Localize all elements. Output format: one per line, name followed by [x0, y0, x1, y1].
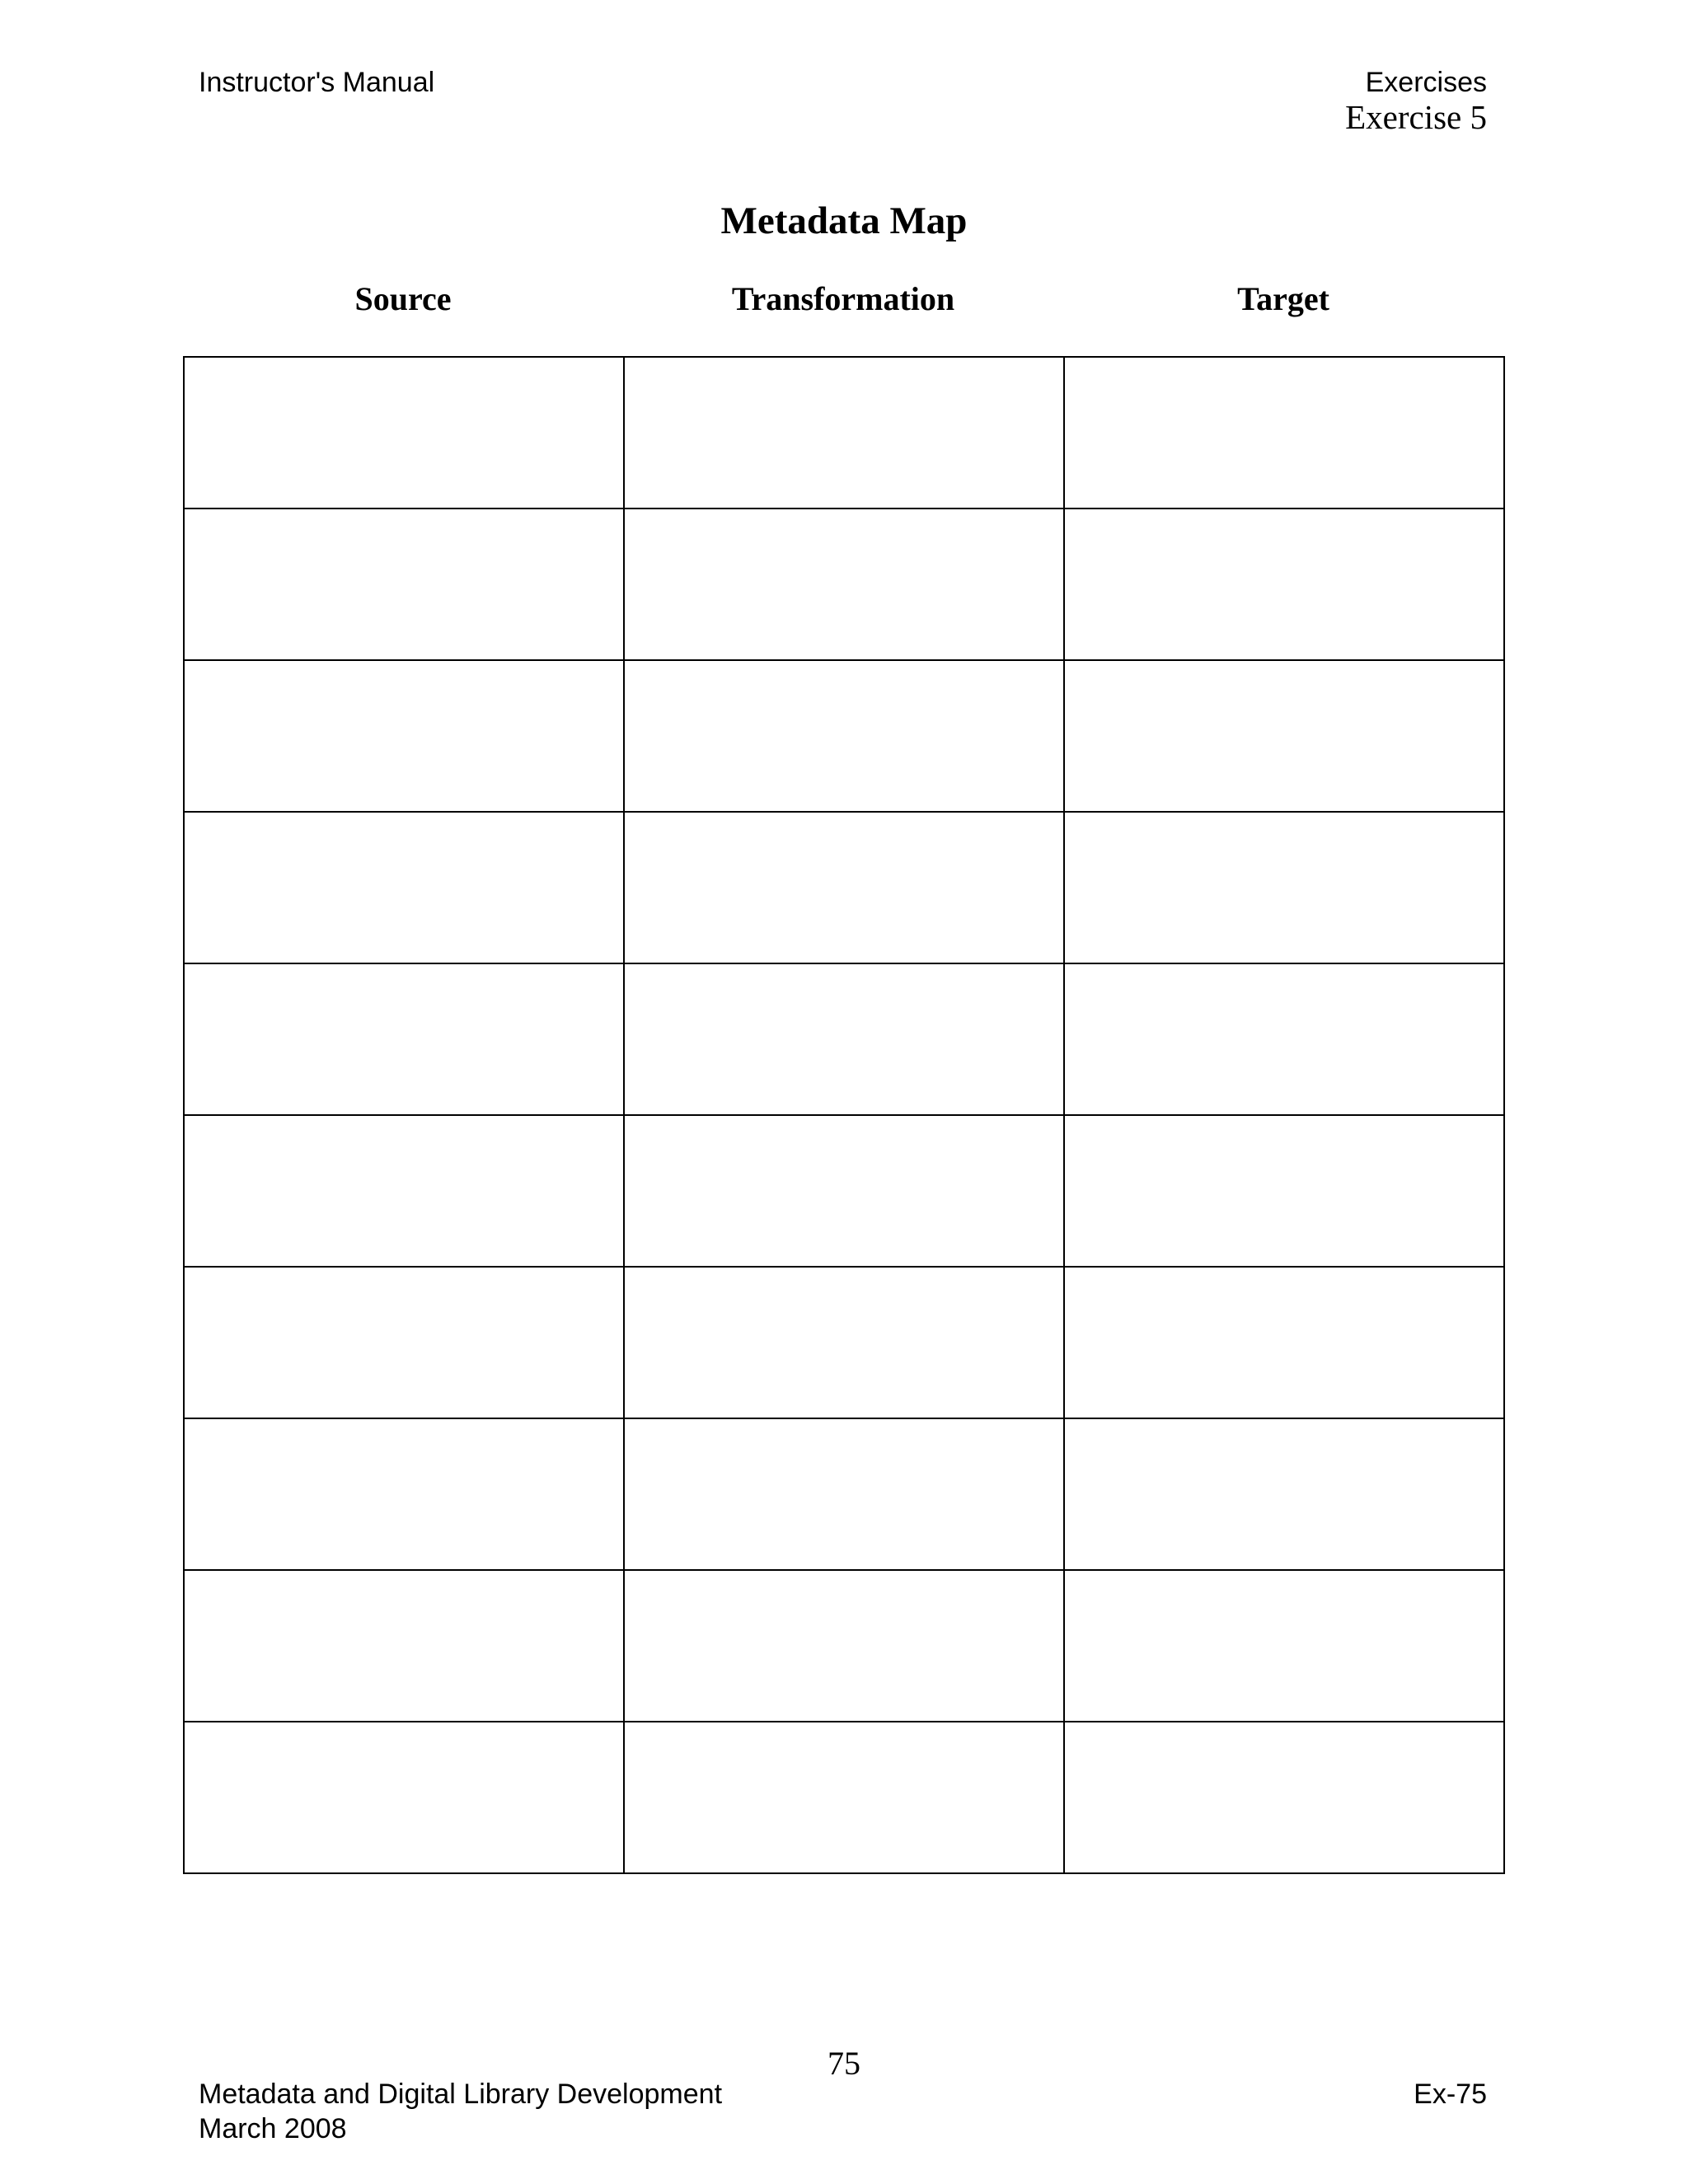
table-cell-source	[184, 660, 624, 812]
table-cell-transformation	[624, 1570, 1064, 1722]
table-cell-source	[184, 963, 624, 1115]
table-cell-transformation	[624, 660, 1064, 812]
table-row	[184, 1418, 1504, 1570]
table-cell-transformation	[624, 1267, 1064, 1418]
table-row	[184, 1570, 1504, 1722]
table-cell-source	[184, 1570, 624, 1722]
table-cell-target	[1064, 1570, 1504, 1722]
footer-course-title: Metadata and Digital Library Development	[199, 2079, 723, 2110]
page-title: Metadata Map	[720, 199, 968, 242]
table-row	[184, 357, 1504, 509]
table-cell-transformation	[624, 357, 1064, 509]
table-cell-transformation	[624, 812, 1064, 963]
page-number: 75	[828, 2045, 860, 2082]
table-cell-target	[1064, 357, 1504, 509]
table-cell-transformation	[624, 963, 1064, 1115]
column-header-transformation: Transformation	[731, 280, 955, 317]
column-header-target: Target	[1237, 280, 1329, 317]
table-cell-target	[1064, 812, 1504, 963]
table-cell-target	[1064, 1115, 1504, 1267]
table-cell-target	[1064, 1267, 1504, 1418]
table-cell-source	[184, 812, 624, 963]
table-row	[184, 509, 1504, 660]
header-section-label: Exercises	[1365, 67, 1487, 98]
table-row	[184, 1115, 1504, 1267]
table-cell-source	[184, 1418, 624, 1570]
footer-date: March 2008	[199, 2113, 347, 2144]
header-exercise-label: Exercise 5	[1345, 98, 1487, 136]
table-row	[184, 963, 1504, 1115]
table-cell-source	[184, 1722, 624, 1873]
table-row	[184, 1722, 1504, 1873]
table-cell-transformation	[624, 1115, 1064, 1267]
table-row	[184, 660, 1504, 812]
table-row	[184, 1267, 1504, 1418]
metadata-map-table	[183, 356, 1505, 1874]
table-cell-source	[184, 509, 624, 660]
table-row	[184, 812, 1504, 963]
table-cell-target	[1064, 963, 1504, 1115]
table-cell-transformation	[624, 1418, 1064, 1570]
table-cell-transformation	[624, 509, 1064, 660]
table-cell-target	[1064, 660, 1504, 812]
metadata-map-body	[184, 357, 1504, 1873]
table-cell-source	[184, 357, 624, 509]
column-header-source: Source	[354, 280, 452, 317]
table-cell-target	[1064, 1722, 1504, 1873]
header-manual-label: Instructor's Manual	[199, 67, 435, 98]
table-cell-transformation	[624, 1722, 1064, 1873]
footer-page-code: Ex-75	[1414, 2079, 1487, 2110]
table-cell-target	[1064, 509, 1504, 660]
table-cell-source	[184, 1115, 624, 1267]
table-cell-source	[184, 1267, 624, 1418]
table-cell-target	[1064, 1418, 1504, 1570]
